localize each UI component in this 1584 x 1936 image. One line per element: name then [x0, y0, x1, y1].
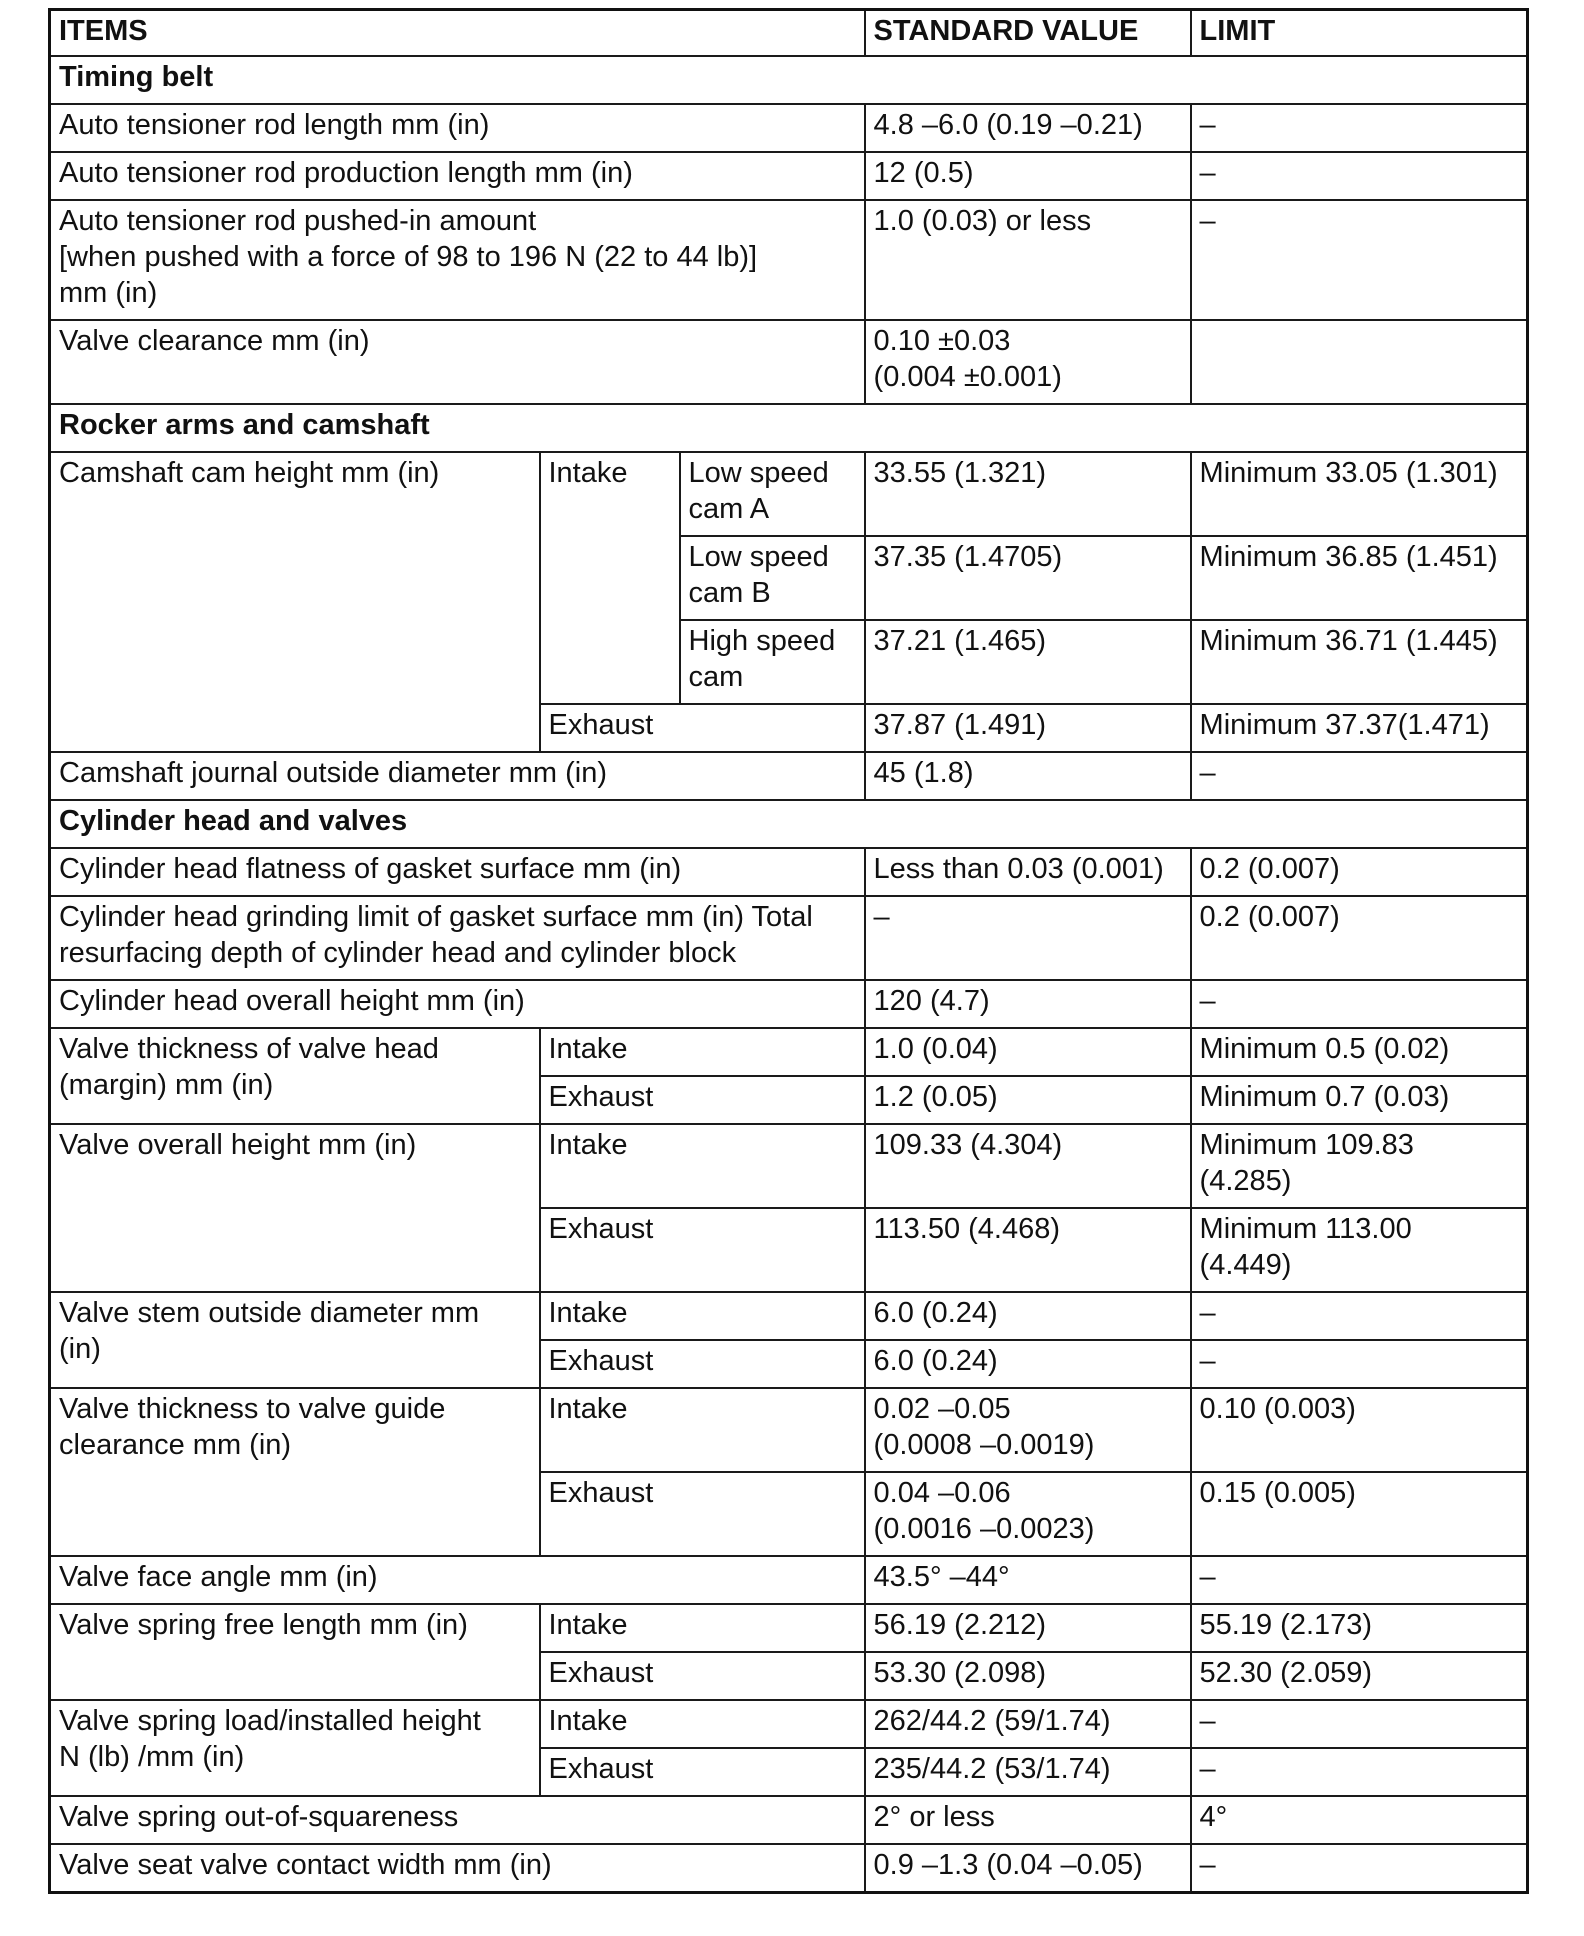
- exhaust-label: Exhaust: [540, 704, 865, 752]
- intake-label: Intake: [540, 1028, 865, 1076]
- table-row: [50, 1388, 1528, 1472]
- exhaust-label: Exhaust: [540, 1472, 865, 1556]
- standard-value: 113.50 (4.468): [865, 1208, 1191, 1292]
- item-label: Valve clearance mm (in): [50, 320, 865, 404]
- item-label: Valve spring load/installed height N (lb) /mm (in): [50, 1700, 540, 1796]
- table-row: [50, 1604, 1528, 1652]
- item-label: Valve seat valve contact width mm (in): [50, 1844, 865, 1893]
- limit-value: –: [1191, 752, 1528, 800]
- item-label: Auto tensioner rod length mm (in): [50, 104, 865, 152]
- intake-label: Intake: [540, 1124, 865, 1208]
- table-row: [50, 848, 1528, 896]
- limit-value: 0.2 (0.007): [1191, 896, 1528, 980]
- item-label: Camshaft journal outside diameter mm (in): [50, 752, 865, 800]
- item-label: Cylinder head grinding limit of gasket surface mm (in) Total resurfacing depth of cylinder head and cylinder block: [50, 896, 865, 980]
- section-title-rocker-arms: Rocker arms and camshaft: [50, 404, 1528, 452]
- section-title-cylinder-head: Cylinder head and valves: [50, 800, 1528, 848]
- table-row: [50, 1292, 1528, 1340]
- limit-value: 4°: [1191, 1796, 1528, 1844]
- spec-table-wrapper: [48, 8, 1526, 1894]
- item-label: Cylinder head overall height mm (in): [50, 980, 865, 1028]
- standard-value: –: [865, 896, 1191, 980]
- standard-value: 262/44.2 (59/1.74): [865, 1700, 1191, 1748]
- section-row: [50, 56, 1528, 104]
- table-row: [50, 152, 1528, 200]
- standard-value: 45 (1.8): [865, 752, 1191, 800]
- section-title-timing-belt: Timing belt: [50, 56, 1528, 104]
- limit-value: Minimum 33.05 (1.301): [1191, 452, 1528, 536]
- table-row: [50, 104, 1528, 152]
- standard-value: 6.0 (0.24): [865, 1340, 1191, 1388]
- standard-value: 33.55 (1.321): [865, 452, 1191, 536]
- table-header-row: [50, 10, 1528, 57]
- standard-value: 0.04 –0.06 (0.0016 –0.0023): [865, 1472, 1191, 1556]
- limit-value: –: [1191, 1700, 1528, 1748]
- table-row: [50, 980, 1528, 1028]
- table-row: [50, 896, 1528, 980]
- header-items: ITEMS: [50, 10, 865, 57]
- limit-value: Minimum 113.00 (4.449): [1191, 1208, 1528, 1292]
- standard-value: 53.30 (2.098): [865, 1652, 1191, 1700]
- standard-value: 37.21 (1.465): [865, 620, 1191, 704]
- standard-value: 43.5° –44°: [865, 1556, 1191, 1604]
- standard-value: 2° or less: [865, 1796, 1191, 1844]
- cam-type-label: High speed cam: [680, 620, 865, 704]
- item-label: Camshaft cam height mm (in): [50, 452, 540, 752]
- table-row: [50, 320, 1528, 404]
- item-label: Valve face angle mm (in): [50, 1556, 865, 1604]
- table-row: [50, 452, 1528, 536]
- limit-value: –: [1191, 1292, 1528, 1340]
- intake-label: Intake: [540, 452, 680, 704]
- limit-value: –: [1191, 1844, 1528, 1893]
- standard-value: 0.02 –0.05 (0.0008 –0.0019): [865, 1388, 1191, 1472]
- table-row: [50, 1556, 1528, 1604]
- table-row: [50, 1796, 1528, 1844]
- standard-value: 1.2 (0.05): [865, 1076, 1191, 1124]
- item-label: Valve overall height mm (in): [50, 1124, 540, 1292]
- standard-value: 4.8 –6.0 (0.19 –0.21): [865, 104, 1191, 152]
- exhaust-label: Exhaust: [540, 1340, 865, 1388]
- limit-value: 55.19 (2.173): [1191, 1604, 1528, 1652]
- limit-value: –: [1191, 1340, 1528, 1388]
- standard-value: 6.0 (0.24): [865, 1292, 1191, 1340]
- intake-label: Intake: [540, 1604, 865, 1652]
- item-label: Valve spring free length mm (in): [50, 1604, 540, 1700]
- limit-value: Minimum 0.7 (0.03): [1191, 1076, 1528, 1124]
- exhaust-label: Exhaust: [540, 1208, 865, 1292]
- limit-value: Minimum 37.37(1.471): [1191, 704, 1528, 752]
- exhaust-label: Exhaust: [540, 1652, 865, 1700]
- limit-value: Minimum 0.5 (0.02): [1191, 1028, 1528, 1076]
- header-standard-value: STANDARD VALUE: [865, 10, 1191, 57]
- standard-value: 1.0 (0.04): [865, 1028, 1191, 1076]
- limit-value: –: [1191, 980, 1528, 1028]
- limit-value: [1191, 320, 1528, 404]
- limit-value: –: [1191, 1748, 1528, 1796]
- item-label: Cylinder head flatness of gasket surface mm (in): [50, 848, 865, 896]
- standard-value: 0.10 ±0.03 (0.004 ±0.001): [865, 320, 1191, 404]
- limit-value: Minimum 36.85 (1.451): [1191, 536, 1528, 620]
- standard-value: 37.35 (1.4705): [865, 536, 1191, 620]
- table-row: [50, 1124, 1528, 1208]
- standard-value: 56.19 (2.212): [865, 1604, 1191, 1652]
- cam-type-label: Low speed cam B: [680, 536, 865, 620]
- standard-value: 120 (4.7): [865, 980, 1191, 1028]
- item-label: Auto tensioner rod production length mm (in): [50, 152, 865, 200]
- item-label: Valve thickness to valve guide clearance mm (in): [50, 1388, 540, 1556]
- limit-value: 0.15 (0.005): [1191, 1472, 1528, 1556]
- section-row: [50, 404, 1528, 452]
- standard-value: 109.33 (4.304): [865, 1124, 1191, 1208]
- limit-value: 0.10 (0.003): [1191, 1388, 1528, 1472]
- limit-value: 52.30 (2.059): [1191, 1652, 1528, 1700]
- intake-label: Intake: [540, 1700, 865, 1748]
- item-label: Valve thickness of valve head (margin) mm (in): [50, 1028, 540, 1124]
- item-label: Auto tensioner rod pushed-in amount [when pushed with a force of 98 to 196 N (22 to 44 lb)] mm (in): [50, 200, 865, 320]
- item-label: Valve spring out-of-squareness: [50, 1796, 865, 1844]
- header-limit: LIMIT: [1191, 10, 1528, 57]
- table-row: [50, 200, 1528, 320]
- limit-value: Minimum 109.83 (4.285): [1191, 1124, 1528, 1208]
- limit-value: –: [1191, 1556, 1528, 1604]
- standard-value: 37.87 (1.491): [865, 704, 1191, 752]
- limit-value: –: [1191, 152, 1528, 200]
- exhaust-label: Exhaust: [540, 1076, 865, 1124]
- standard-value: Less than 0.03 (0.001): [865, 848, 1191, 896]
- intake-label: Intake: [540, 1292, 865, 1340]
- limit-value: –: [1191, 200, 1528, 320]
- standard-value: 235/44.2 (53/1.74): [865, 1748, 1191, 1796]
- table-row: [50, 1700, 1528, 1748]
- item-label: Valve stem outside diameter mm (in): [50, 1292, 540, 1388]
- limit-value: –: [1191, 104, 1528, 152]
- standard-value: 1.0 (0.03) or less: [865, 200, 1191, 320]
- table-row: [50, 752, 1528, 800]
- limit-value: Minimum 36.71 (1.445): [1191, 620, 1528, 704]
- table-row: [50, 1028, 1528, 1076]
- section-row: [50, 800, 1528, 848]
- standard-value: 12 (0.5): [865, 152, 1191, 200]
- cam-type-label: Low speed cam A: [680, 452, 865, 536]
- intake-label: Intake: [540, 1388, 865, 1472]
- table-row: [50, 1844, 1528, 1893]
- specifications-table: [48, 8, 1529, 1894]
- standard-value: 0.9 –1.3 (0.04 –0.05): [865, 1844, 1191, 1893]
- limit-value: 0.2 (0.007): [1191, 848, 1528, 896]
- exhaust-label: Exhaust: [540, 1748, 865, 1796]
